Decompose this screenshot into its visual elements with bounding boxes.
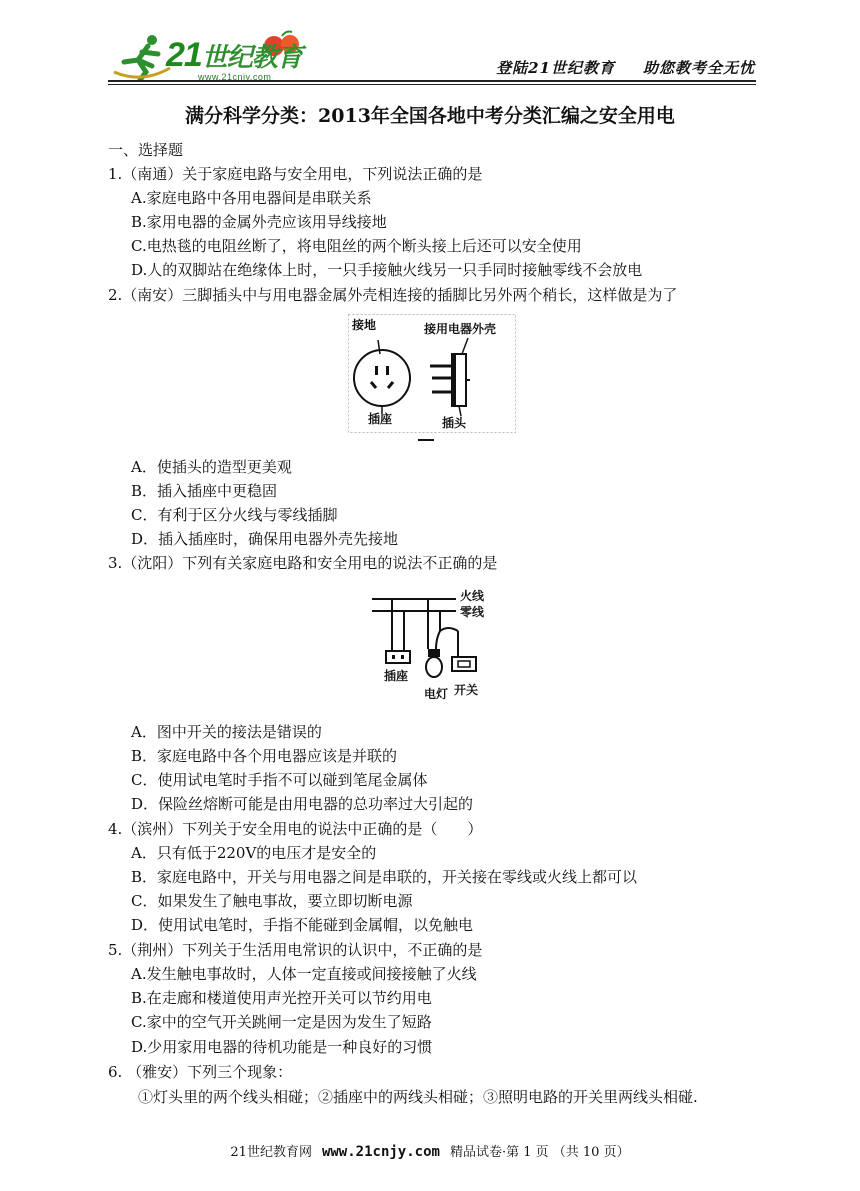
footer-page-info: 精品试卷·第 1 页 （共 10 页） <box>449 1145 630 1160</box>
q2-option-a[interactable]: A．使插头的造型更美观 <box>131 458 292 476</box>
q1-option-d[interactable]: D.人的双脚站在绝缘体上时，一只手接触火线另一只手同时接触零线不会放电 <box>131 261 643 279</box>
label-socket: 插座 <box>368 412 393 426</box>
q3-option-a[interactable]: A．图中开关的接法是错误的 <box>131 723 322 741</box>
runner-logo-icon <box>112 32 172 82</box>
header-slogan <box>496 57 755 78</box>
slogan-left: 登陆21世纪教育 <box>496 59 615 77</box>
q3-option-c[interactable]: C．使用试电笔时手指不可以碰到笔尾金属体 <box>131 771 428 789</box>
q4-option-c[interactable]: C．如果发生了触电事故，要立即切断电源 <box>131 892 413 910</box>
question-2-stem: 2.（南安）三脚插头中与用电器金属外壳相连接的插脚比另外两个稍长，这样做是为了 <box>108 286 678 304</box>
label-circuit-socket: 插座 <box>384 669 409 683</box>
q2-option-b[interactable]: B．插入插座中更稳固 <box>131 482 278 500</box>
page-footer <box>0 1141 860 1160</box>
label-plug: 插头 <box>442 416 467 430</box>
label-switch: 开关 <box>454 683 479 697</box>
q4-option-a[interactable]: A．只有低于220V的电压才是安全的 <box>131 844 377 862</box>
site-logo[interactable] <box>112 28 312 84</box>
circuit-figure <box>370 587 500 709</box>
q3-option-b[interactable]: B．家庭电路中各个用电器应该是并联的 <box>131 747 398 765</box>
question-3-stem: 3.（沈阳）下列有关家庭电路和安全用电的说法不正确的是 <box>108 554 498 572</box>
logo-wordmark: 21世纪教育 <box>166 36 302 74</box>
footer-url[interactable]: www.21cnjy.com <box>321 1144 440 1160</box>
question-4-stem: 4.（滨州）下列关于安全用电的说法中正确的是（ ） <box>108 820 483 838</box>
plug-socket-figure <box>348 314 516 446</box>
question-6-stem: 6. （雅安）下列三个现象： <box>108 1063 293 1081</box>
section-heading: 一、选择题 <box>108 141 184 159</box>
q3-option-d[interactable]: D．保险丝熔断可能是由用电器的总功率过大引起的 <box>131 795 474 813</box>
q2-option-c[interactable]: C．有利于区分火线与零线插脚 <box>131 506 338 524</box>
q2-option-d[interactable]: D．插入插座时，确保用电器外壳先接地 <box>131 530 399 548</box>
q4-option-d[interactable]: D．使用试电笔时，手指不能碰到金属帽，以免触电 <box>131 916 474 934</box>
label-live-wire: 火线 <box>460 589 485 603</box>
label-neutral-wire: 零线 <box>460 605 485 619</box>
question-1-stem: 1.（南通）关于家庭电路与安全用电，下列说法正确的是 <box>108 165 483 183</box>
q5-option-c[interactable]: C.家中的空气开关跳闸一定是因为发生了短路 <box>131 1013 432 1031</box>
q4-option-b[interactable]: B．家庭电路中，开关与用电器之间是串联的，开关接在零线或火线上都可以 <box>131 868 638 886</box>
slogan-right: 助您教考全无忧 <box>642 59 755 77</box>
question-5-stem: 5.（荆州）下列关于生活用电常识的认识中，不正确的是 <box>108 941 483 959</box>
q1-option-b[interactable]: B.家用电器的金属外壳应该用导线接地 <box>131 213 387 231</box>
q1-option-a[interactable]: A.家庭电路中各用电器间是串联关系 <box>131 189 372 207</box>
q1-option-c[interactable]: C.电热毯的电阻丝断了，将电阻丝的两个断头接上后还可以安全使用 <box>131 237 582 255</box>
page-title: 满分科学分类：2013年全国各地中考分类汇编之安全用电 <box>185 105 675 127</box>
header-divider <box>108 80 756 82</box>
label-lamp: 电灯 <box>424 687 449 701</box>
header-divider-thin <box>108 84 756 85</box>
q5-option-b[interactable]: B.在走廊和楼道使用声光控开关可以节约用电 <box>131 989 432 1007</box>
label-shell: 接用电器外壳 <box>424 322 497 336</box>
label-ground: 接地 <box>352 318 377 332</box>
q6-phenomena: ①灯头里的两个线头相碰；②插座中的两线头相碰；③照明电路的开关里两线头相碰. <box>138 1088 698 1106</box>
logo-url: www.21cnjy.com <box>198 72 272 82</box>
q5-option-a[interactable]: A.发生触电事故时，人体一定直接或间接接触了火线 <box>131 965 477 983</box>
q5-option-d[interactable]: D.少用家用电器的待机功能是一种良好的习惯 <box>131 1038 433 1056</box>
footer-site: 21世纪教育网 <box>230 1145 312 1160</box>
